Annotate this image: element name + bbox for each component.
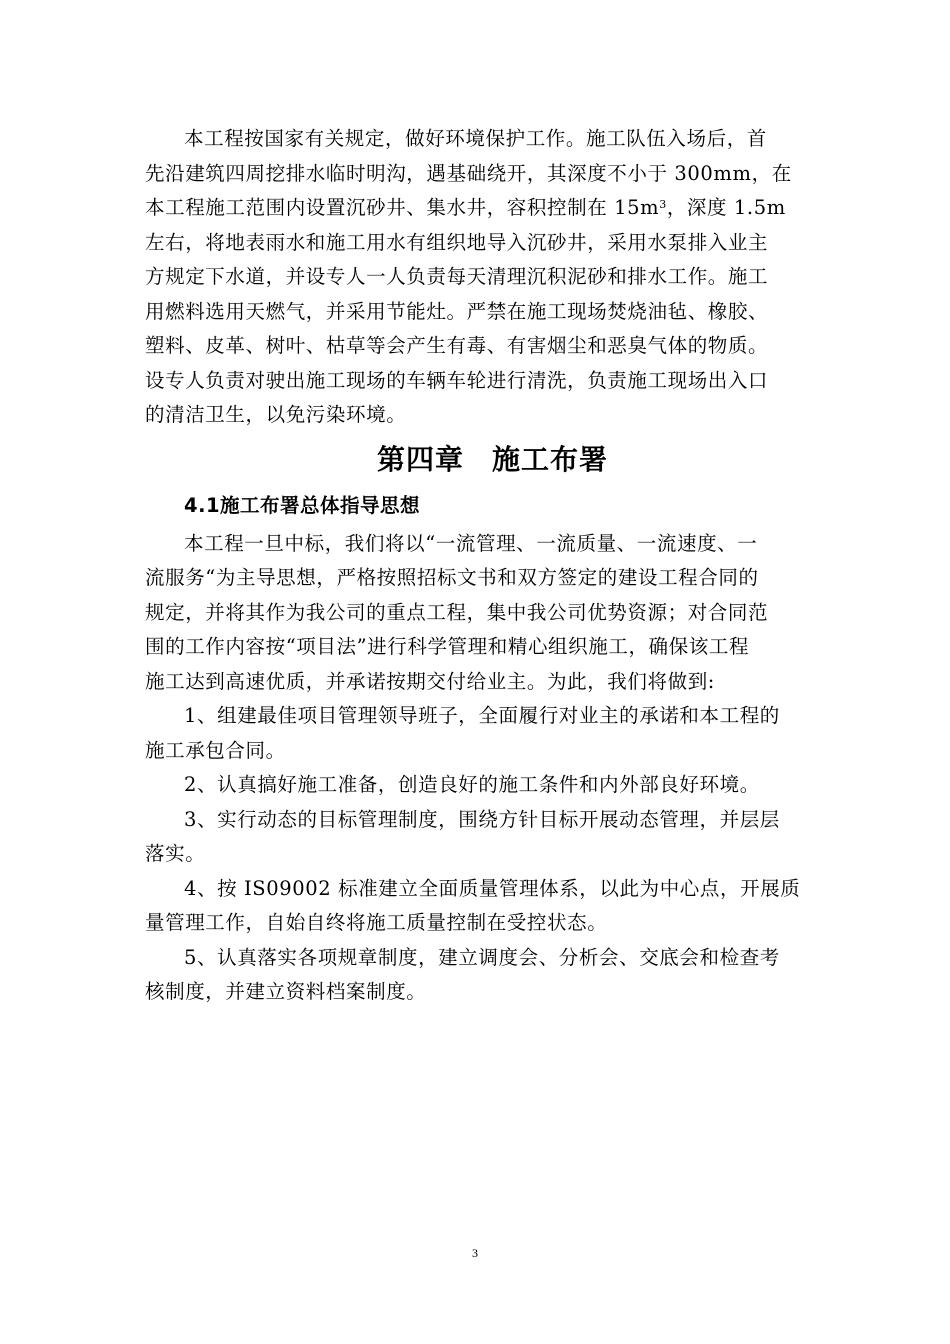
paragraph-line: 的清洁卫生，以免污染环境。 xyxy=(145,403,407,426)
intro-paragraph xyxy=(145,122,840,433)
list-item-line: 5、认真落实各项规章制度，建立调度会、分析会、交底会和检查考 xyxy=(184,945,780,969)
paragraph-line: 围的工作内容按“项目法”进行科学管理和精心组织施工，确保该工程 xyxy=(145,635,750,658)
list-item-line: 施工承包合同。 xyxy=(145,738,286,762)
line-text: 本工程施工范围内设置沉砂井、集水井，容积控制在 15m xyxy=(145,196,660,219)
chapter-number: 第四章 xyxy=(376,442,464,476)
page-content xyxy=(145,122,840,1010)
list-item-line: 1、组建最佳项目管理领导班子，全面履行对业主的承诺和本工程的 xyxy=(184,704,780,727)
page-number: 3 xyxy=(472,1246,478,1260)
paragraph-line: 流服务“为主导思想，严格按照招标文书和双方签定的建设工程合同的 xyxy=(145,566,759,589)
paragraph-line: 左右，将地表雨水和施工用水有组织地导入沉砂井，采用水泵排入业主 xyxy=(145,230,769,254)
section-paragraph xyxy=(145,527,840,700)
list-item-line: 量管理工作，自始自终将施工质量控制在受控状态。 xyxy=(145,911,608,934)
paragraph-line: 本工程一旦中标，我们将以“一流管理、一流质量、一流速度、一 xyxy=(184,531,758,555)
list-item xyxy=(145,699,840,768)
list-item-line: 2、认真搞好施工准备，创造良好的施工条件和内外部良好环境。 xyxy=(184,773,760,796)
list-item-line: 4、按 IS09002 标准建立全面质量管理体系，以此为中心点，开展质 xyxy=(184,876,801,900)
section-heading: 4.1施工布署总体指导思想 xyxy=(184,493,421,517)
list-item-line: 核制度，并建立资料档案制度。 xyxy=(145,980,427,1003)
list-item-line: 3、实行动态的目标管理制度，围绕方针目标开展动态管理，并层层 xyxy=(184,807,780,831)
paragraph-line: 本工程按国家有关规定，做好环境保护工作。施工队伍入场后，首 xyxy=(184,127,767,150)
paragraph-line: 先沿建筑四周挖排水临时明沟，遇基础绕开，其深度不小于 300mm，在 xyxy=(145,161,792,185)
superscript: 3 xyxy=(659,198,667,211)
list-item xyxy=(145,872,840,941)
list-item-line: 落实。 xyxy=(145,842,206,865)
list-item xyxy=(145,941,840,1010)
chapter-heading xyxy=(145,435,840,485)
list-item xyxy=(145,803,840,872)
chapter-title: 施工布署 xyxy=(492,442,609,476)
paragraph-line: 施工达到高速优质，并承诺按期交付给业主。为此，我们将做到: xyxy=(145,669,715,693)
paragraph-line: 塑料、皮革、树叶、枯草等会产生有毒、有害烟尘和恶臭气体的物质。 xyxy=(145,334,769,357)
list-item xyxy=(145,768,840,803)
paragraph-line: 设专人负责对驶出施工现场的车辆车轮进行清洗，负责施工现场出入口 xyxy=(145,368,769,392)
paragraph-line: 规定，并将其作为我公司的重点工程，集中我公司优势资源；对合同范 xyxy=(145,600,769,624)
paragraph-line: 方规定下水道，并设专人一人负责每天清理沉积泥砂和排水工作。施工 xyxy=(145,265,769,288)
line-text: ，深度 1.5m xyxy=(666,196,786,219)
paragraph-line xyxy=(145,191,840,226)
paragraph-line: 用燃料选用天燃气，并采用节能灶。严禁在施工现场焚烧油毡、橡胶、 xyxy=(145,299,769,323)
